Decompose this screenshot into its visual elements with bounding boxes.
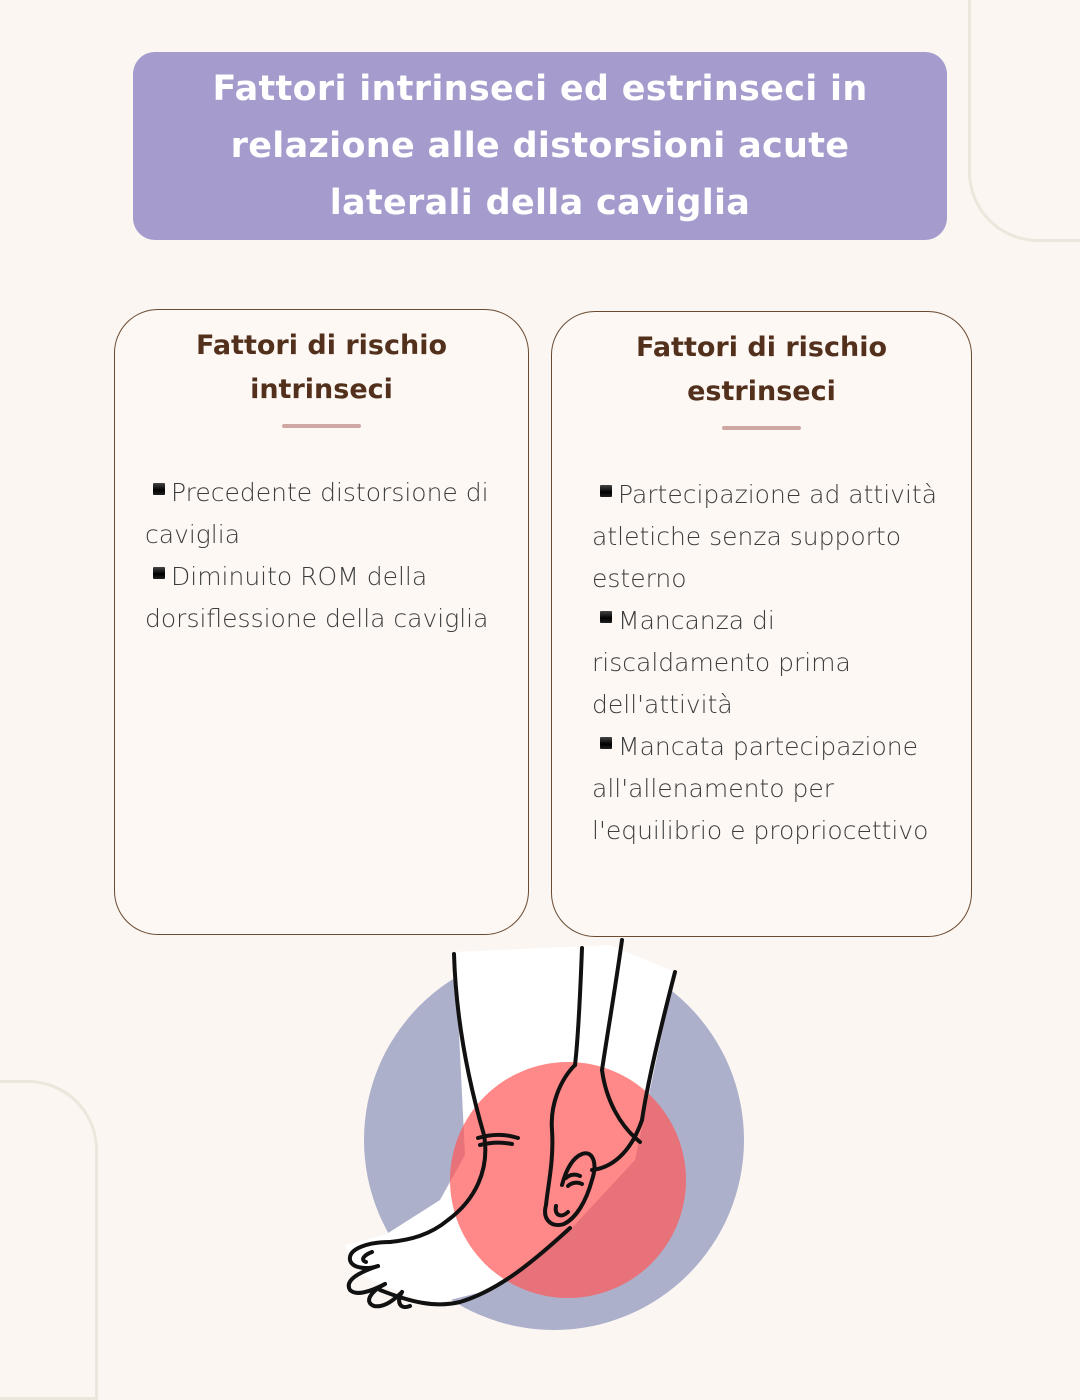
extrinsic-title-line2: estrinseci bbox=[687, 376, 836, 407]
square-bullet-icon bbox=[600, 485, 612, 497]
intrinsic-factors-list bbox=[115, 472, 528, 640]
title-banner bbox=[133, 52, 947, 240]
list-item bbox=[592, 600, 949, 726]
intrinsic-title-line2: intrinseci bbox=[250, 374, 393, 405]
list-item bbox=[145, 472, 506, 556]
sprained-ankle-icon bbox=[330, 930, 760, 1340]
page-title: Fattori intrinseci ed estrinseci in relazione alle distorsioni acute laterali della caviglia bbox=[212, 68, 868, 223]
list-item-text: Mancanza di riscaldamento prima dell'attività bbox=[592, 606, 851, 719]
extrinsic-factors-list bbox=[552, 474, 971, 852]
square-bullet-icon bbox=[600, 737, 612, 749]
intrinsic-title-line1: Fattori di rischio bbox=[195, 330, 448, 361]
list-item bbox=[592, 474, 949, 600]
extrinsic-factors-card bbox=[551, 311, 972, 937]
list-item-text: Mancata partecipazione all'allenamento per l'equilibrio e propriocettivo bbox=[592, 732, 929, 845]
extrinsic-title-line1: Fattori di rischio bbox=[635, 332, 888, 363]
ankle-crease-2 bbox=[480, 1143, 512, 1145]
square-bullet-icon bbox=[153, 483, 165, 495]
list-item-text: Precedente distorsione di caviglia bbox=[145, 478, 489, 549]
list-item bbox=[592, 726, 949, 852]
list-item bbox=[145, 556, 506, 640]
decorative-corner-bottom-left bbox=[0, 1080, 98, 1400]
intrinsic-factors-card bbox=[114, 309, 529, 935]
square-bullet-icon bbox=[600, 611, 612, 623]
intrinsic-card-title bbox=[115, 324, 528, 412]
extrinsic-card-title bbox=[552, 326, 971, 414]
extrinsic-title-underline bbox=[722, 426, 801, 430]
pain-circle bbox=[450, 1062, 686, 1298]
list-item-text: Diminuito ROM della dorsiflessione della caviglia bbox=[145, 562, 489, 633]
list-item-text: Partecipazione ad attività atletiche senza supporto esterno bbox=[592, 480, 938, 593]
intrinsic-title-underline bbox=[282, 424, 361, 428]
square-bullet-icon bbox=[153, 567, 165, 579]
decorative-corner-top-right bbox=[968, 0, 1080, 242]
